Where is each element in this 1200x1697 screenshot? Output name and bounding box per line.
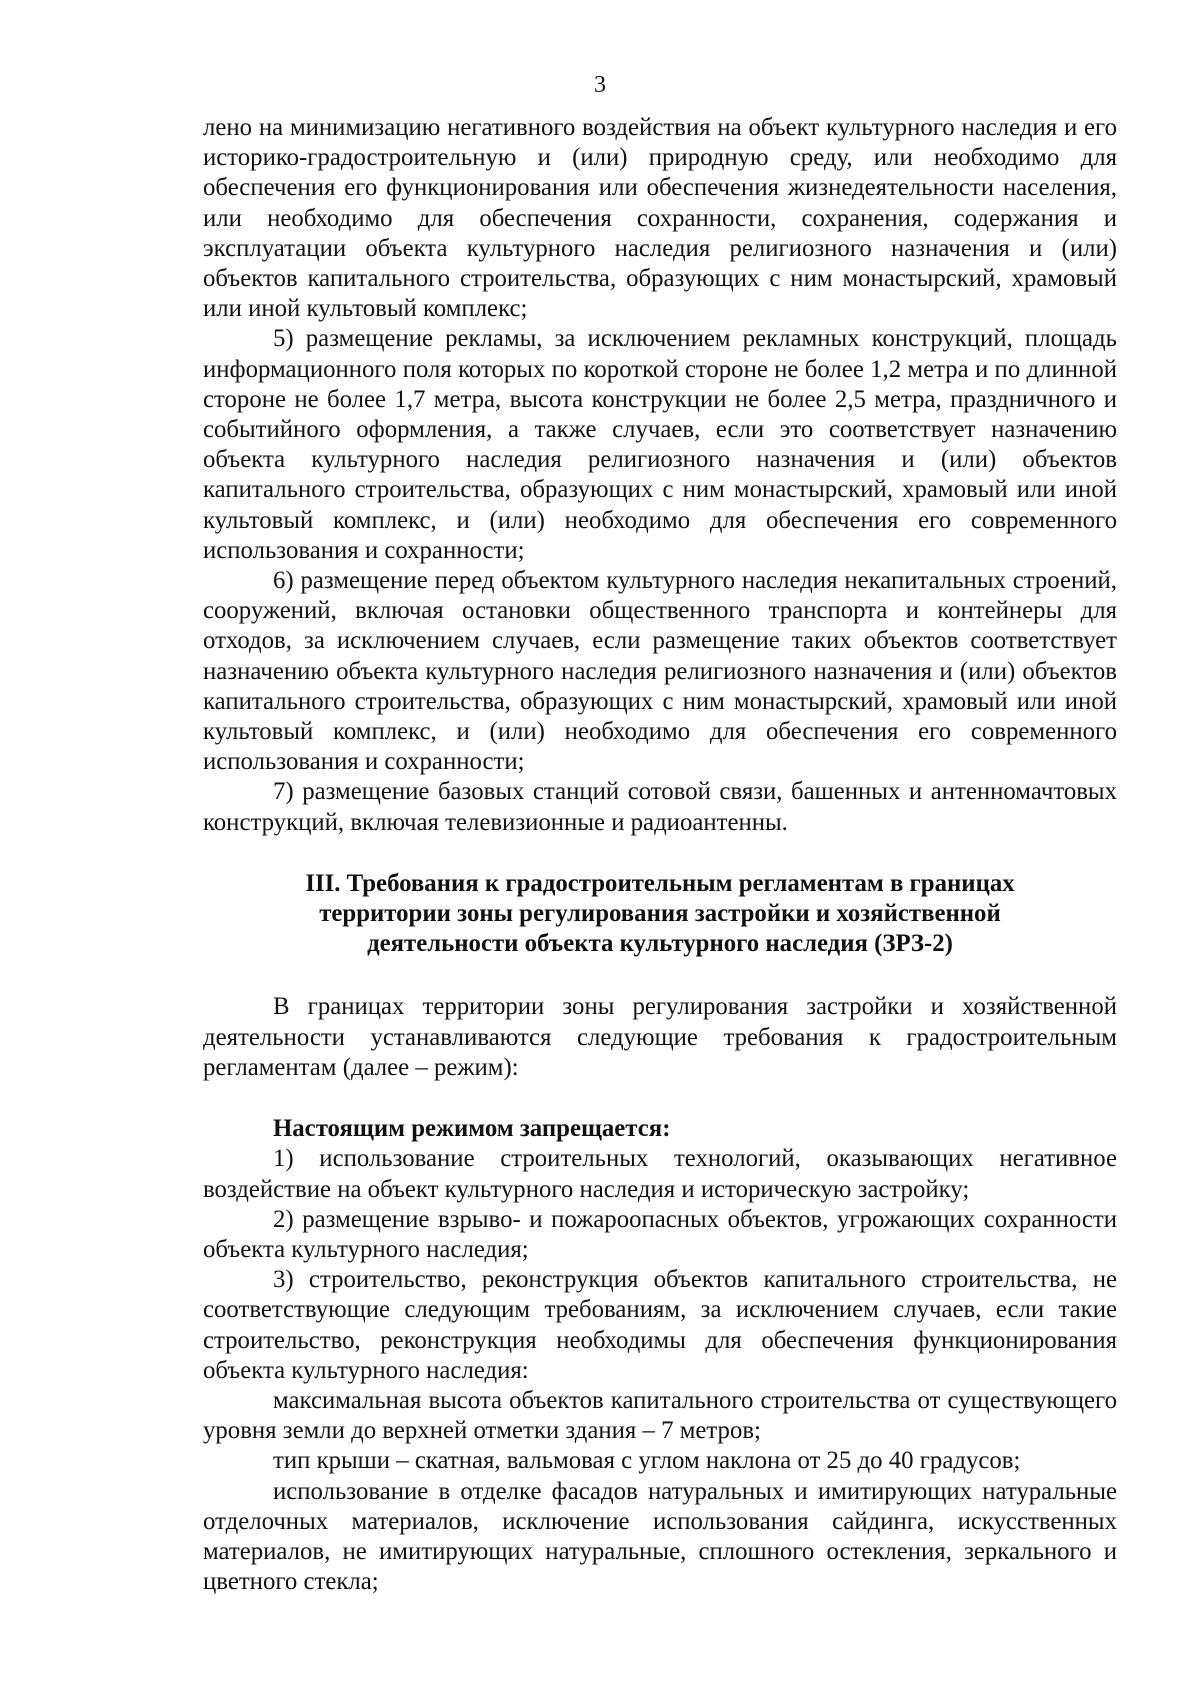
prohibited-item-1: 1) использование строительных технологий, оказывающих негативное воздействие на объект культурного наследия и историческую застройку; <box>203 1145 1117 1203</box>
requirement-height: максимальная высота объектов капитального строительства от существующего уровня земли до верхней отметки здания – 7 метров; <box>203 1386 1117 1445</box>
intro-paragraph: В границах территории зоны регулирования застройки и хозяйственной деятельности устанавливаются следующие требования к градостроительным регламентам (далее – режим): <box>203 993 1117 1081</box>
section-heading-line: деятельности объекта культурного наследия (ЗРЗ-2) <box>367 930 953 958</box>
paragraph-item-7: 7) размещение базовых станций сотовой связи, башенных и антенномачтовых конструкций, включая телевизионные и радиоантенны. <box>203 778 1117 836</box>
prohibited-item-3: 3) строительство, реконструкция объектов капитального строительства, не соответствующие следующим требованиям, за исключением случаев, если такие строительство, реконструкция необходимы для обеспечения функционирования объекта культурного наследия: <box>203 1266 1117 1384</box>
prohibited-heading: Настоящим режимом запрещается: <box>273 1115 671 1143</box>
requirement-facade: использование в отделке фасадов натуральных и имитирующих натуральные отделочных материалов, исключение использования сайдинга, искусственных материалов, не имитирующих натуральные, сплошного остекления, зеркального и цветного стекла; <box>203 1477 1117 1596</box>
paragraph-item-6: 6) размещение перед объектом культурного наследия некапитальных строений, сооружений, включая остановки общественного транспорта и контейнеры для отходов, за исключением случаев, если размещение таких объектов соответствует назначению объекта культурного наследия религиозного назначения и (или) объектов капитального строительства, образующих с ним монастырский, храмовый или иной культовый комплекс, и (или) необходимо для обеспечения его современного использования и сохранности; <box>203 567 1117 776</box>
section-heading <box>203 869 1117 960</box>
page-number: 3 <box>594 72 606 98</box>
spacer <box>203 1083 1117 1114</box>
document-body <box>203 113 1117 1597</box>
paragraph-continuation: лено на минимизацию негативного воздействия на объект культурного наследия и его историко-градостроительную и (или) природную среду, или необходимо для обеспечения его функционирования или обеспечения жизнедеятельности населения, или необходимо для обеспечения сохранности, сохранения, содержания и эксплуатации объекта культурного наследия религиозного назначения и (или) объектов капитального строительства, образующих с ним монастырский, храмовый или иной культовый комплекс; <box>203 114 1117 323</box>
requirement-roof: тип крыши – скатная, вальмовая с углом наклона от 25 до 40 градусов; <box>273 1447 1021 1475</box>
paragraph-item-5: 5) размещение рекламы, за исключением рекламных конструкций, площадь информационного поля которых по короткой стороне не более 1,2 метра и по длинной стороне не более 1,7 метра, высота конструкции не более 2,5 метра, праздничного и событийного оформления, а также случаев, если это соответствует назначению объекта культурного наследия религиозного назначения и (или) объектов капитального строительства, образующих с ним монастырский, храмовый или иной культовый комплекс, и (или) необходимо для обеспечения его современного использования и сохранности; <box>203 325 1117 564</box>
prohibited-item-2: 2) размещение взрыво- и пожароопасных объектов, угрожающих сохранности объекта культурного наследия; <box>203 1205 1117 1263</box>
section-heading-line: территории зоны регулирования застройки и хозяйственной <box>319 900 1001 928</box>
section-heading-line: III. Требования к градостроительным регламентам в границах <box>305 869 1015 897</box>
